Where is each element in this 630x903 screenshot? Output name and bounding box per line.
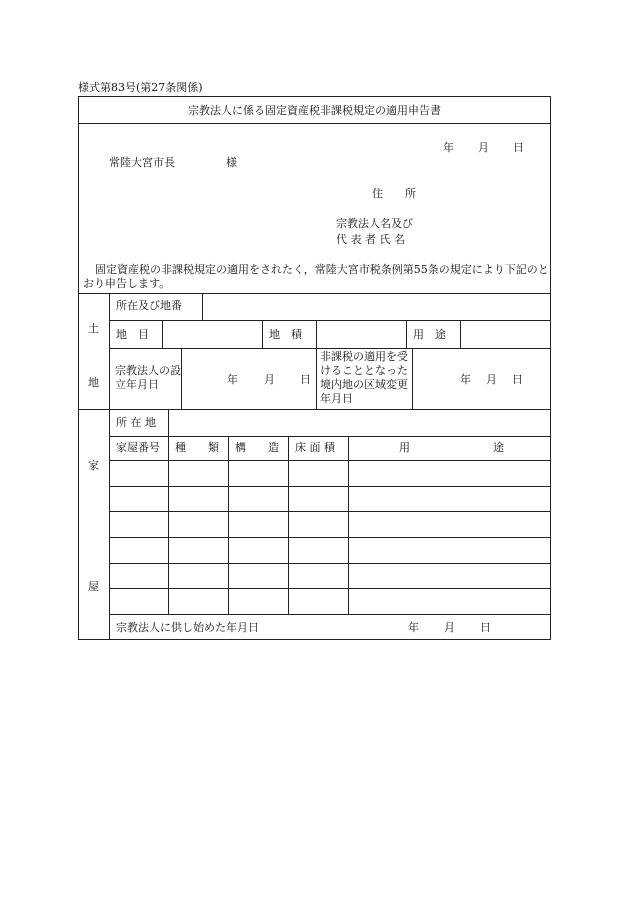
land-row2-line (109, 348, 550, 349)
col-kind: 種 類 (175, 441, 219, 454)
house-row-line-4 (109, 563, 550, 564)
house-row-line-3 (109, 537, 550, 538)
col-use-2: 途 (493, 441, 504, 454)
land-chg-day: 日 (512, 373, 523, 386)
house-row-line-6 (109, 614, 550, 615)
col-use-1: 用 (399, 441, 410, 454)
house-label-1: 家 (88, 459, 99, 472)
date-month: 月 (478, 141, 489, 154)
house-col-divider-2 (228, 436, 229, 614)
land-use-label: 用 途 (413, 328, 446, 341)
declaration-form (78, 96, 551, 640)
house-start-month: 月 (444, 621, 455, 634)
house-label-2: 屋 (88, 580, 99, 593)
land-est-year: 年 (227, 373, 238, 386)
land-chg-year: 年 (460, 373, 471, 386)
col-house-number: 家屋番号 (116, 441, 160, 454)
land-change-label: 非課税の適用を受けることとなった境内地の区域変更年月日 (320, 350, 408, 405)
land-change-left-divider (316, 348, 317, 409)
land-label-1: 土 (88, 322, 99, 335)
house-start-label: 宗教法人に供し始めた年月日 (116, 621, 259, 634)
date-day: 日 (513, 141, 524, 154)
land-chimoku-label: 地 目 (116, 328, 149, 341)
date-year: 年 (443, 141, 454, 154)
recipient-name: 常陸大宮市長 (109, 156, 175, 169)
land-use-left-divider (406, 320, 407, 348)
land-est-month: 月 (264, 373, 275, 386)
col-floor-area: 床 面 積 (295, 441, 335, 454)
house-col-divider-4 (348, 436, 349, 614)
land-chimoku-divider (162, 320, 163, 348)
land-area-label: 地 積 (269, 328, 302, 341)
recipient-honorific: 様 (226, 156, 237, 169)
land-use-right-divider (460, 320, 461, 348)
applicant-address-label: 住 所 (372, 187, 416, 200)
house-location-label: 所 在 地 (116, 416, 156, 429)
land-established-label: 宗教法人の設立年月日 (115, 364, 181, 391)
land-label-2: 地 (88, 376, 99, 389)
land-area-left-divider (262, 320, 263, 348)
land-area-right-divider (316, 320, 317, 348)
land-location-divider (202, 293, 203, 320)
land-top-line (79, 293, 550, 294)
col-structure: 構 造 (235, 441, 279, 454)
house-location-divider (168, 409, 169, 436)
applicant-representative-label: 代 表 者 氏 名 (336, 233, 405, 246)
land-row1-line (109, 320, 550, 321)
land-location-label: 所在及び地番 (116, 299, 182, 312)
declaration-text: 固定資産税の非課税規定の適用をされたく，常陸大宮市税条例第55条の規定により下記のとおり申告します。 (83, 263, 549, 290)
form-number: 様式第83号(第27条関係) (78, 81, 203, 94)
applicant-corp-name-label: 宗教法人名及び (336, 217, 413, 230)
house-col-divider-3 (288, 436, 289, 614)
house-header-line (109, 460, 550, 461)
house-start-year: 年 (408, 621, 419, 634)
house-row-line-1 (109, 486, 550, 487)
form-title: 宗教法人に係る固定資産税非課税規定の適用申告書 (188, 104, 441, 117)
house-row-line-5 (109, 588, 550, 589)
house-col-divider-1 (168, 436, 169, 614)
title-divider (79, 123, 550, 124)
house-location-line (109, 436, 550, 437)
land-established-divider (181, 348, 182, 409)
house-start-day: 日 (480, 621, 491, 634)
land-est-day: 日 (300, 373, 311, 386)
land-change-right-divider (412, 348, 413, 409)
land-chg-month: 月 (486, 373, 497, 386)
house-row-line-2 (109, 511, 550, 512)
house-top-line (79, 409, 550, 410)
